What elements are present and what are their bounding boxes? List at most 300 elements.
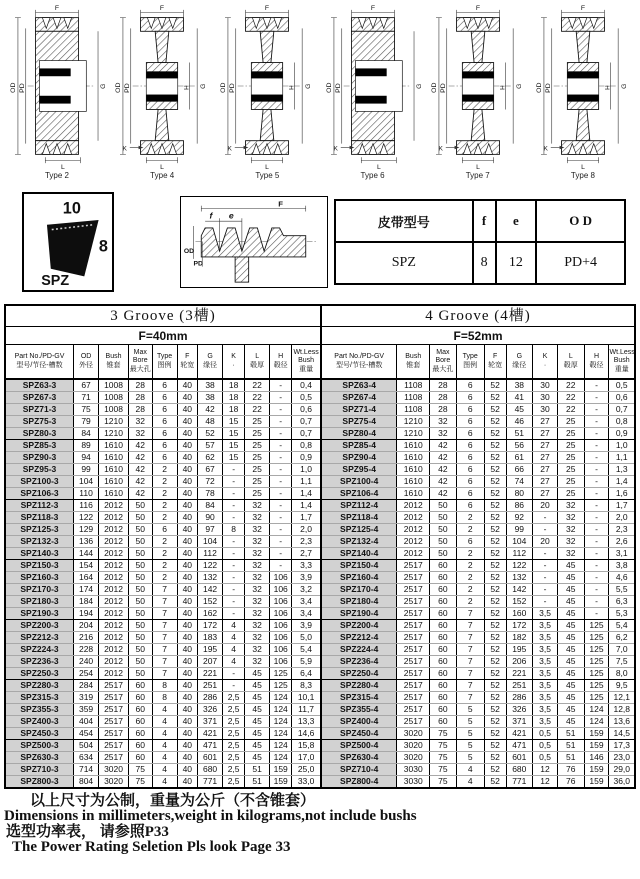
pulley-type-label: Type 7 bbox=[465, 171, 490, 180]
table-cell: 2517 bbox=[99, 740, 129, 752]
table-cell: 75 bbox=[430, 776, 457, 788]
table-cell: 45 bbox=[558, 584, 585, 596]
part-no-cell: SPZ212-3 bbox=[6, 632, 74, 644]
table-cell: 50 bbox=[128, 668, 152, 680]
table-cell: 3020 bbox=[99, 776, 129, 788]
table-cell: 7,0 bbox=[609, 644, 634, 656]
part-no-cell: SPZ132-3 bbox=[6, 536, 74, 548]
table-cell: 4 bbox=[223, 632, 245, 644]
table-cell: PD+4 bbox=[536, 242, 625, 284]
table-cell: 45 bbox=[245, 704, 270, 716]
table-cell: 32 bbox=[245, 596, 270, 608]
table-cell: 1,0 bbox=[292, 464, 320, 476]
table-row bbox=[322, 752, 634, 764]
table-cell: 42 bbox=[128, 476, 152, 488]
table-cell: 30 bbox=[533, 404, 558, 416]
table-cell: 25 bbox=[558, 440, 585, 452]
table-cell: 20 bbox=[533, 536, 558, 548]
table-cell: - bbox=[584, 500, 609, 512]
table-cell: 2012 bbox=[99, 644, 129, 656]
part-no-cell: SPZ710-4 bbox=[322, 764, 397, 776]
part-no-cell: SPZ630-4 bbox=[322, 752, 397, 764]
part-no-cell: SPZ100-3 bbox=[6, 476, 74, 488]
table-row bbox=[6, 548, 320, 560]
table-cell: 6,3 bbox=[609, 596, 634, 608]
table-cell: 32 bbox=[558, 536, 585, 548]
table-row bbox=[6, 512, 320, 524]
table-cell: 4 bbox=[223, 656, 245, 668]
table-cell: 0,6 bbox=[292, 404, 320, 416]
table-cell: 2012 bbox=[99, 524, 129, 536]
table-cell: 2517 bbox=[99, 752, 129, 764]
header-row bbox=[6, 345, 320, 379]
table-row bbox=[322, 740, 634, 752]
table-row bbox=[6, 560, 320, 572]
table-cell: 60 bbox=[430, 692, 457, 704]
table-cell: 3,5 bbox=[533, 656, 558, 668]
groove3-width-note: F=40mm bbox=[6, 327, 320, 345]
table-cell: 2012 bbox=[397, 500, 430, 512]
table-cell: 106 bbox=[270, 656, 292, 668]
table-cell: 804 bbox=[74, 776, 99, 788]
table-row bbox=[322, 680, 634, 692]
table-row bbox=[6, 572, 320, 584]
table-cell: 40 bbox=[177, 680, 197, 692]
part-no-cell: SPZ400-4 bbox=[322, 716, 397, 728]
table-cell: 3020 bbox=[99, 764, 129, 776]
table-cell: 4 bbox=[152, 776, 177, 788]
dim-label-od: OD bbox=[183, 248, 195, 256]
table-cell: 125 bbox=[584, 620, 609, 632]
table-cell: - bbox=[270, 500, 292, 512]
table-cell: - bbox=[223, 488, 245, 500]
table-cell: 60 bbox=[128, 740, 152, 752]
table-row bbox=[6, 656, 320, 668]
table-cell: 9,5 bbox=[609, 680, 634, 692]
table-cell: 75 bbox=[128, 764, 152, 776]
part-no-cell: SPZ75-4 bbox=[322, 416, 397, 428]
table-cell: 152 bbox=[506, 596, 533, 608]
table-cell: 60 bbox=[430, 644, 457, 656]
table-row bbox=[322, 524, 634, 536]
table-cell: 86 bbox=[506, 500, 533, 512]
table-cell: 172 bbox=[198, 620, 223, 632]
table-cell: - bbox=[270, 548, 292, 560]
table-cell: 40 bbox=[177, 572, 197, 584]
table-cell: - bbox=[584, 596, 609, 608]
table-cell: 12 bbox=[533, 764, 558, 776]
table-cell: 2012 bbox=[99, 572, 129, 584]
table-cell: 60 bbox=[128, 728, 152, 740]
table-cell: 1,4 bbox=[292, 500, 320, 512]
part-no-cell: SPZ75-3 bbox=[6, 416, 74, 428]
note-power-rating-cn: 选型功率表， 请参照P33 bbox=[6, 823, 169, 840]
table-cell: 40 bbox=[177, 379, 197, 392]
part-no-cell: SPZ450-4 bbox=[322, 728, 397, 740]
table-cell: 2,5 bbox=[223, 704, 245, 716]
table-cell: 124 bbox=[270, 752, 292, 764]
table-cell: 28 bbox=[430, 379, 457, 392]
table-cell: 67 bbox=[74, 379, 99, 392]
table-cell: - bbox=[584, 452, 609, 464]
table-row bbox=[6, 488, 320, 500]
table-cell: 106 bbox=[270, 608, 292, 620]
table-cell: - bbox=[223, 572, 245, 584]
table-cell: 7 bbox=[152, 668, 177, 680]
table-cell: 2 bbox=[456, 524, 484, 536]
table-cell: 40 bbox=[177, 644, 197, 656]
table-cell: 110 bbox=[74, 488, 99, 500]
table-cell: 15 bbox=[223, 452, 245, 464]
table-cell: 45 bbox=[558, 560, 585, 572]
table-cell: 1,6 bbox=[609, 488, 634, 500]
table-cell: 32 bbox=[245, 620, 270, 632]
table-cell: - bbox=[223, 560, 245, 572]
table-cell: 182 bbox=[506, 632, 533, 644]
table-cell: 1,1 bbox=[609, 452, 634, 464]
table-cell: 2,0 bbox=[292, 524, 320, 536]
table-cell: 4 bbox=[223, 644, 245, 656]
part-no-cell: SPZ400-3 bbox=[6, 716, 74, 728]
table-cell: - bbox=[533, 512, 558, 524]
table-cell: 421 bbox=[506, 728, 533, 740]
table-cell: 45 bbox=[558, 656, 585, 668]
table-cell: 45 bbox=[558, 680, 585, 692]
table-cell: 124 bbox=[584, 704, 609, 716]
table-cell: 195 bbox=[506, 644, 533, 656]
table-cell: 60 bbox=[430, 656, 457, 668]
table-cell: 75 bbox=[430, 752, 457, 764]
part-no-cell: SPZ90-4 bbox=[322, 452, 397, 464]
table-cell: 6 bbox=[456, 392, 484, 404]
table-cell: 45 bbox=[558, 596, 585, 608]
table-cell: 0,4 bbox=[292, 379, 320, 392]
table-cell: 6 bbox=[456, 428, 484, 440]
table-cell: 2517 bbox=[397, 704, 430, 716]
part-no-cell: SPZ112-4 bbox=[322, 500, 397, 512]
column-header: Part No./PD-GV 型号/节径-槽数 bbox=[6, 345, 74, 379]
table-cell: 1210 bbox=[99, 428, 129, 440]
column-header: Max Bore 最大孔 bbox=[430, 345, 457, 379]
pulley-diagram-type8 bbox=[532, 2, 634, 188]
table-cell: 2012 bbox=[99, 560, 129, 572]
table-cell: 40 bbox=[177, 500, 197, 512]
table-cell: 51 bbox=[245, 764, 270, 776]
table-row bbox=[6, 584, 320, 596]
table-cell: 61 bbox=[506, 452, 533, 464]
table-cell: 359 bbox=[74, 704, 99, 716]
table-cell: - bbox=[223, 476, 245, 488]
table-cell: 122 bbox=[198, 560, 223, 572]
table-cell: - bbox=[270, 428, 292, 440]
part-no-cell: SPZ800-3 bbox=[6, 776, 74, 788]
table-cell: 42 bbox=[430, 488, 457, 500]
table-cell: 1610 bbox=[397, 452, 430, 464]
table-cell: 52 bbox=[484, 584, 506, 596]
table-cell: 51 bbox=[245, 776, 270, 788]
table-cell: 27 bbox=[533, 464, 558, 476]
table-row bbox=[6, 752, 320, 764]
table-cell: 60 bbox=[430, 572, 457, 584]
table-cell: 129 bbox=[74, 524, 99, 536]
part-no-cell: SPZ315-3 bbox=[6, 692, 74, 704]
table-cell: 22 bbox=[245, 404, 270, 416]
table-cell: 40 bbox=[177, 668, 197, 680]
table-cell: 124 bbox=[270, 728, 292, 740]
table-row bbox=[6, 764, 320, 776]
table-row bbox=[322, 572, 634, 584]
table-row bbox=[322, 500, 634, 512]
table-cell: 60 bbox=[430, 704, 457, 716]
table-cell: 45 bbox=[245, 692, 270, 704]
table-cell: 240 bbox=[74, 656, 99, 668]
table-row bbox=[6, 728, 320, 740]
table-cell: 2517 bbox=[397, 572, 430, 584]
table-cell: 2,5 bbox=[223, 776, 245, 788]
table-cell: 45 bbox=[245, 728, 270, 740]
table-cell: - bbox=[533, 584, 558, 596]
table-cell: 17,0 bbox=[292, 752, 320, 764]
belt-height-label: 8 bbox=[98, 237, 108, 256]
table-row bbox=[322, 596, 634, 608]
table-cell: 40 bbox=[177, 416, 197, 428]
table-cell: 2 bbox=[456, 584, 484, 596]
groove-profile-drawing bbox=[181, 197, 326, 286]
table-cell: 52 bbox=[484, 416, 506, 428]
table-cell: 104 bbox=[74, 476, 99, 488]
table-cell: 2,5 bbox=[223, 740, 245, 752]
table-cell: 159 bbox=[584, 728, 609, 740]
table-cell: - bbox=[584, 584, 609, 596]
table-cell: 6 bbox=[456, 500, 484, 512]
table-cell: - bbox=[270, 476, 292, 488]
table-cell: 78 bbox=[198, 488, 223, 500]
table-cell: 40 bbox=[177, 620, 197, 632]
table-cell: 50 bbox=[430, 536, 457, 548]
table-cell: 29,0 bbox=[609, 764, 634, 776]
table-cell: 2 bbox=[456, 596, 484, 608]
table-cell: 6,4 bbox=[292, 668, 320, 680]
groove4-section bbox=[320, 306, 634, 787]
table-cell: 18 bbox=[223, 404, 245, 416]
table-cell: 601 bbox=[198, 752, 223, 764]
part-no-cell: SPZ200-3 bbox=[6, 620, 74, 632]
belt-profile-section bbox=[0, 188, 640, 298]
table-cell: 162 bbox=[198, 608, 223, 620]
table-cell: 2012 bbox=[99, 500, 129, 512]
table-cell: 159 bbox=[584, 764, 609, 776]
table-cell: 42 bbox=[128, 440, 152, 452]
pulley-diagram-type7 bbox=[427, 2, 529, 188]
part-no-cell: SPZ160-3 bbox=[6, 572, 74, 584]
table-cell: 42 bbox=[198, 404, 223, 416]
table-cell: 124 bbox=[270, 704, 292, 716]
column-header: Wt.Less Bush 重量 bbox=[609, 345, 634, 379]
table-cell: 8 bbox=[473, 242, 496, 284]
table-cell: 50 bbox=[128, 656, 152, 668]
table-cell: 40 bbox=[177, 536, 197, 548]
pulley-type-label: Type 4 bbox=[150, 171, 175, 180]
table-cell: 4 bbox=[152, 704, 177, 716]
table-cell: 1610 bbox=[397, 476, 430, 488]
table-cell: - bbox=[223, 512, 245, 524]
table-cell: 52 bbox=[484, 524, 506, 536]
part-no-cell: SPZ140-4 bbox=[322, 548, 397, 560]
table-cell: 319 bbox=[74, 692, 99, 704]
table-cell: 771 bbox=[198, 776, 223, 788]
table-cell: - bbox=[533, 548, 558, 560]
table-cell: 2 bbox=[152, 536, 177, 548]
table-cell: - bbox=[270, 512, 292, 524]
table-cell: 50 bbox=[128, 524, 152, 536]
part-no-cell: SPZ80-3 bbox=[6, 428, 74, 440]
groove4-width-note: F=52mm bbox=[322, 327, 634, 345]
belt-cross-section-drawing bbox=[24, 194, 112, 290]
table-cell: 2012 bbox=[99, 584, 129, 596]
table-cell: 142 bbox=[198, 584, 223, 596]
part-no-cell: SPZ95-3 bbox=[6, 464, 74, 476]
column-header: F 轮宽 bbox=[177, 345, 197, 379]
table-cell: 2,5 bbox=[223, 716, 245, 728]
table-cell: 22 bbox=[245, 392, 270, 404]
table-cell: 15,8 bbox=[292, 740, 320, 752]
table-cell: 194 bbox=[74, 608, 99, 620]
table-cell: 3020 bbox=[397, 728, 430, 740]
table-cell: - bbox=[584, 379, 609, 392]
table-cell: 1210 bbox=[99, 416, 129, 428]
table-cell: 0,9 bbox=[609, 428, 634, 440]
table-cell: 3,5 bbox=[533, 608, 558, 620]
table-row bbox=[322, 440, 634, 452]
table-cell: 60 bbox=[128, 704, 152, 716]
table-cell: 45 bbox=[506, 404, 533, 416]
table-cell: 172 bbox=[506, 620, 533, 632]
table-cell: 25 bbox=[558, 476, 585, 488]
belt-spec-table-wrap bbox=[334, 199, 626, 285]
table-cell: 23,0 bbox=[609, 752, 634, 764]
table-cell: 32 bbox=[245, 584, 270, 596]
table-cell: 2012 bbox=[99, 620, 129, 632]
table-row bbox=[322, 404, 634, 416]
table-cell: 25 bbox=[558, 464, 585, 476]
table-cell: 7 bbox=[152, 584, 177, 596]
table-cell: 286 bbox=[506, 692, 533, 704]
table-cell: 5,9 bbox=[292, 656, 320, 668]
table-cell: 32 bbox=[430, 416, 457, 428]
table-cell: 2517 bbox=[397, 608, 430, 620]
table-cell: 40 bbox=[177, 464, 197, 476]
table-cell: 12,1 bbox=[609, 692, 634, 704]
part-no-cell: SPZ170-4 bbox=[322, 584, 397, 596]
table-cell: 50 bbox=[430, 512, 457, 524]
table-cell: 50 bbox=[128, 512, 152, 524]
table-row bbox=[6, 452, 320, 464]
table-cell: 52 bbox=[484, 440, 506, 452]
table-cell: 51 bbox=[558, 740, 585, 752]
table-cell: 45 bbox=[558, 572, 585, 584]
table-cell: - bbox=[270, 524, 292, 536]
column-header: L 毂厚 bbox=[245, 345, 270, 379]
table-cell: 52 bbox=[484, 596, 506, 608]
table-cell: 36,0 bbox=[609, 776, 634, 788]
table-cell: 1108 bbox=[397, 392, 430, 404]
table-cell: 1108 bbox=[397, 404, 430, 416]
table-cell: 2 bbox=[152, 500, 177, 512]
pulley-drawing bbox=[111, 2, 213, 170]
table-cell: 7 bbox=[456, 632, 484, 644]
table-cell: 28 bbox=[430, 392, 457, 404]
part-no-cell: SPZ118-3 bbox=[6, 512, 74, 524]
table-row bbox=[322, 452, 634, 464]
table-cell: 50 bbox=[128, 560, 152, 572]
table-cell: 75 bbox=[74, 404, 99, 416]
table-cell: 38 bbox=[198, 379, 223, 392]
table-cell: 1,1 bbox=[292, 476, 320, 488]
table-cell: 4 bbox=[152, 716, 177, 728]
table-cell: 27 bbox=[533, 416, 558, 428]
table-cell: 38 bbox=[506, 379, 533, 392]
table-cell: 3,3 bbox=[292, 560, 320, 572]
table-cell: 2012 bbox=[99, 656, 129, 668]
table-cell: 6 bbox=[456, 488, 484, 500]
part-no-cell: SPZ125-4 bbox=[322, 524, 397, 536]
table-cell: 27 bbox=[533, 428, 558, 440]
table-cell: 0,6 bbox=[609, 392, 634, 404]
table-cell: 221 bbox=[506, 668, 533, 680]
table-cell: 7 bbox=[152, 632, 177, 644]
part-no-cell: SPZ85-4 bbox=[322, 440, 397, 452]
table-cell: 3,5 bbox=[533, 632, 558, 644]
table-cell: 7 bbox=[152, 608, 177, 620]
table-cell: 3,5 bbox=[533, 644, 558, 656]
table-cell: - bbox=[533, 524, 558, 536]
part-no-cell: SPZ190-3 bbox=[6, 608, 74, 620]
part-no-cell: SPZ250-3 bbox=[6, 668, 74, 680]
table-cell: 183 bbox=[198, 632, 223, 644]
table-cell: 2,0 bbox=[609, 512, 634, 524]
table-cell: 25 bbox=[245, 476, 270, 488]
table-cell: 2517 bbox=[397, 716, 430, 728]
table-cell: 124 bbox=[270, 740, 292, 752]
table-cell: 60 bbox=[128, 752, 152, 764]
table-cell: 1610 bbox=[397, 488, 430, 500]
table-row bbox=[322, 379, 634, 392]
table-row bbox=[322, 668, 634, 680]
table-row bbox=[6, 379, 320, 392]
table-cell: 2012 bbox=[99, 596, 129, 608]
table-cell: 3,5 bbox=[533, 620, 558, 632]
part-no-cell: SPZ280-3 bbox=[6, 680, 74, 692]
table-cell: 50 bbox=[430, 500, 457, 512]
table-cell: 18 bbox=[223, 392, 245, 404]
table-cell: 2517 bbox=[99, 704, 129, 716]
table-cell: 680 bbox=[198, 764, 223, 776]
part-no-cell: SPZ140-3 bbox=[6, 548, 74, 560]
pulley-diagram-type5 bbox=[216, 2, 318, 188]
table-cell: 40 bbox=[177, 704, 197, 716]
table-cell: 2 bbox=[152, 488, 177, 500]
table-cell: 104 bbox=[198, 536, 223, 548]
table-cell: - bbox=[223, 536, 245, 548]
part-no-cell: SPZ132-4 bbox=[322, 536, 397, 548]
table-row bbox=[6, 404, 320, 416]
table-cell: 7 bbox=[456, 608, 484, 620]
table-cell: 8 bbox=[223, 524, 245, 536]
note-power-rating-en: The Power Rating Seletion Pls look Page 33 bbox=[12, 838, 291, 855]
table-row bbox=[322, 476, 634, 488]
table-cell: 2,5 bbox=[223, 692, 245, 704]
part-no-cell: SPZ63-3 bbox=[6, 379, 74, 392]
